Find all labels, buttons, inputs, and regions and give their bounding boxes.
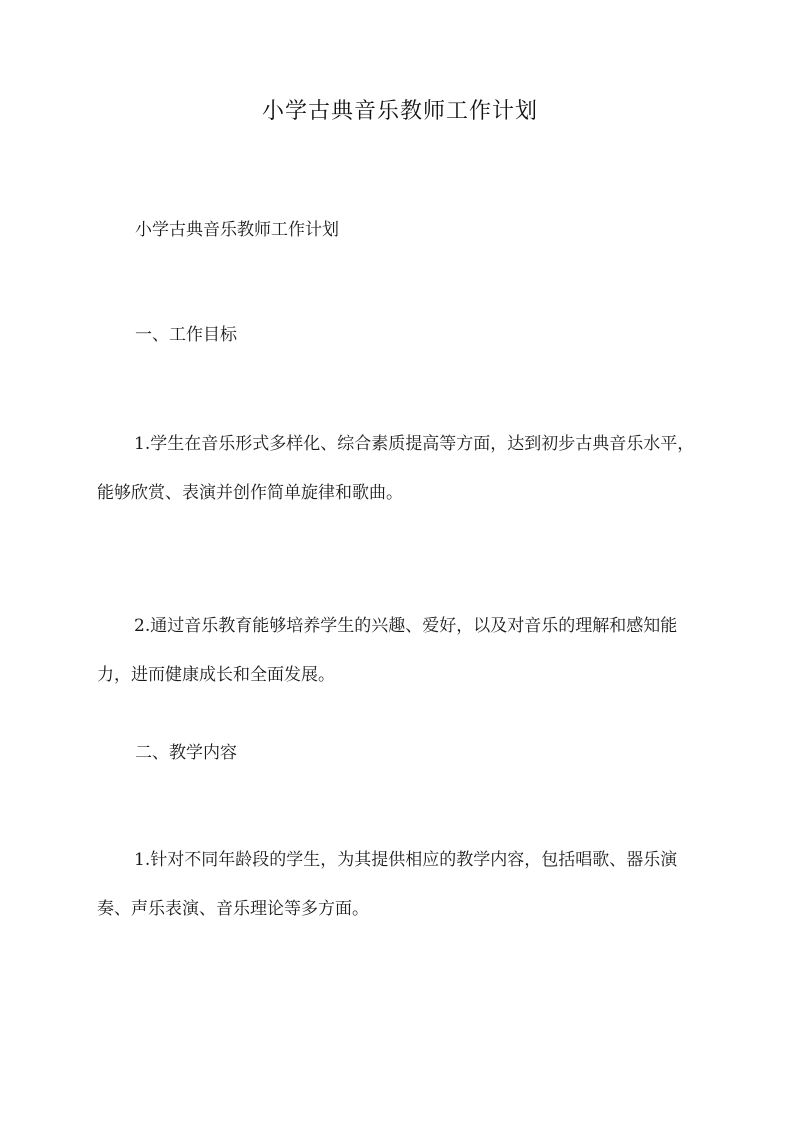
document-subtitle: 小学古典音乐教师工作计划 [135,220,339,240]
content-item-1: 1.针对不同年龄段的学生，为其提供相应的教学内容，包括唱歌、器乐演奏、声乐表演、音乐理论等多方面。 [97,850,678,919]
section-heading-goals: 一、工作目标 [135,325,237,345]
section-heading-content: 二、教学内容 [135,743,237,763]
goal-item-2: 2.通过音乐教育能够培养学生的兴趣、爱好，以及对音乐的理解和感知能力，进而健康成长和全面发展。 [97,616,678,685]
goal-item-1: 1.学生在音乐形式多样化、综合素质提高等方面，达到初步古典音乐水平，能够欣赏、表演并创作简单旋律和歌曲。 [97,434,695,503]
document-title: 小学古典音乐教师工作计划 [261,99,538,124]
